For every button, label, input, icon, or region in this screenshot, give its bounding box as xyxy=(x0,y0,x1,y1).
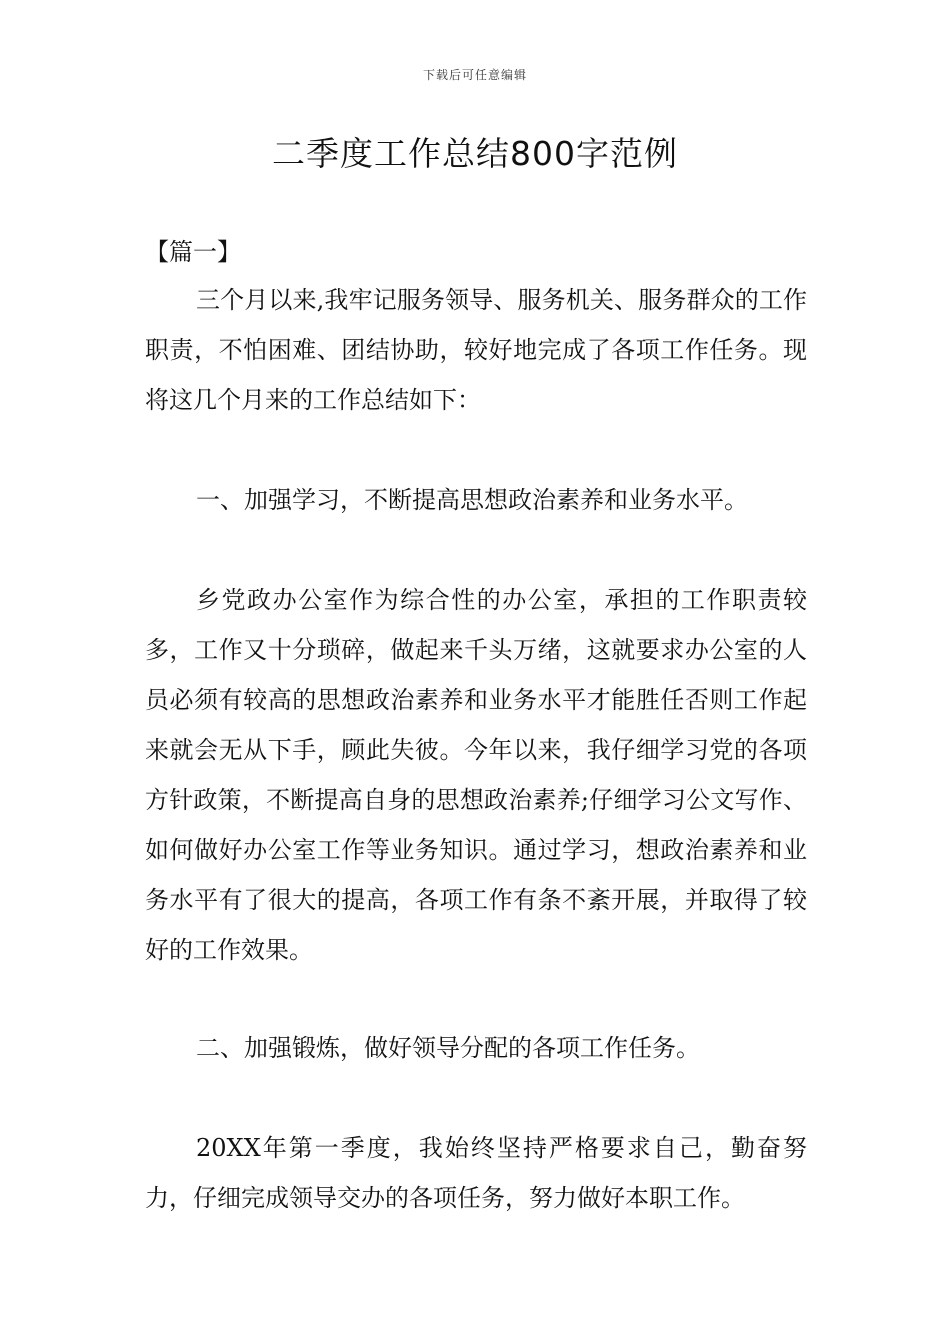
section-tag: 【篇一】 xyxy=(145,238,241,266)
intro-paragraph: 三个月以来,我牢记服务领导、服务机关、服务群众的工作职责，不怕困难、团结协助，较好地完成了各项工作任务。现将这几个月来的工作总结如下： xyxy=(145,286,807,414)
body-paragraph-2: 20XX年第一季度，我始终坚持严格要求自己，勤奋努力，仔细完成领导交办的各项任务，努力做好本职工作。 xyxy=(145,1134,807,1212)
header-note: 下载后可任意编辑 xyxy=(422,68,527,82)
section-heading-1: 一、加强学习，不断提高思想政治素养和业务水平。 xyxy=(196,486,748,514)
document-title: 二季度工作总结800字范例 xyxy=(272,134,678,173)
section-heading-2: 二、加强锻炼，做好领导分配的各项工作任务。 xyxy=(196,1034,700,1062)
body-paragraph-1: 乡党政办公室作为综合性的办公室，承担的工作职责较多，工作又十分琐碎，做起来千头万绪，这就要求办公室的人员必须有较高的思想政治素养和业务水平才能胜任否则工作起来就会无从下手，顾此失彼。今年以来，我仔细学习党的各项方针政策，不断提高自身的思想政治素养;仔细学习公文写作、如何做好办公室工作等业务知识。通过学习，想政治素养和业务水平有了很大的提高，各项工作有条不紊开展，并取得了较好的工作效果。 xyxy=(145,586,807,964)
